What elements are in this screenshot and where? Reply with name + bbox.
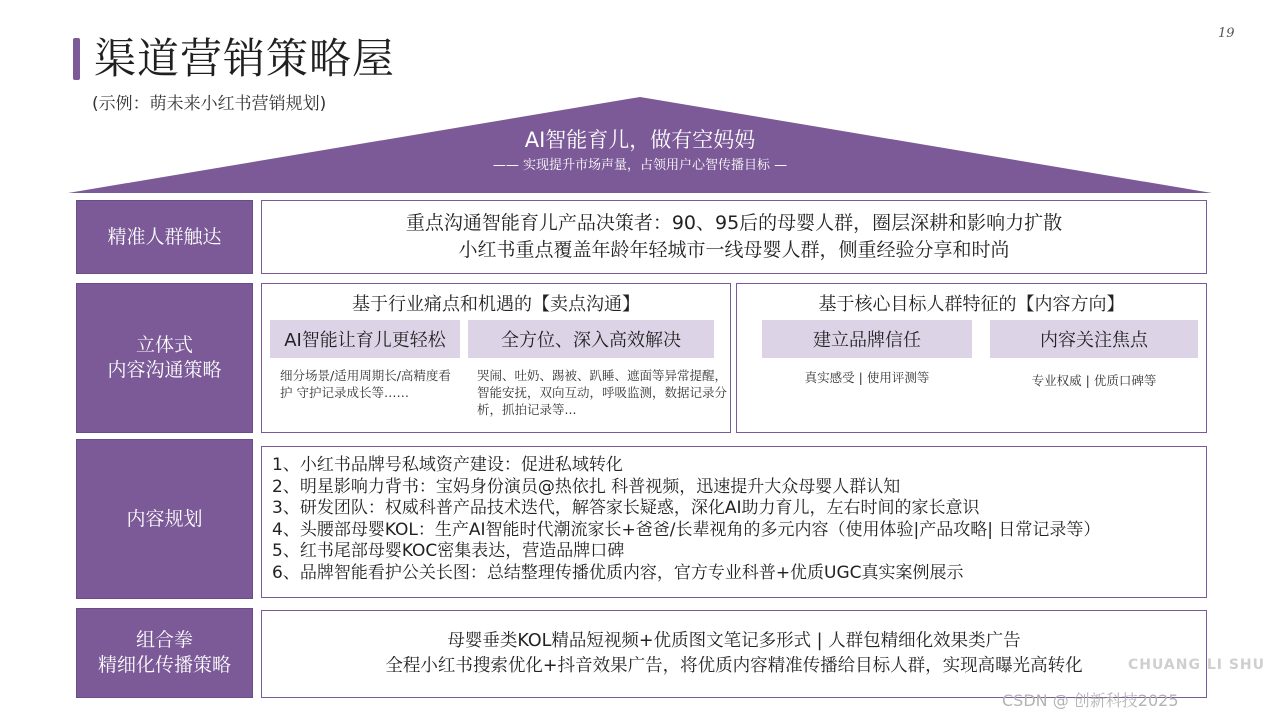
page-number: 19 (1218, 26, 1235, 41)
combo-line-1: 母婴垂类KOL精品短视频+优质图文笔记多形式 | 人群包精细化效果类广告 (447, 631, 1021, 651)
title-accent-bar (73, 38, 80, 80)
chip-brand-trust: 建立品牌信任 (762, 320, 972, 358)
list-item: 4、头腰部母婴KOL：生产AI智能时代潮流家长+爸爸/长辈视角的多元内容（使用体验|产品攻略| 日常记录等） (272, 519, 1101, 540)
list-item: 2、明星影响力背书：宝妈身份演员@热依扎 科普视频，迅速提升大众母婴人群认知 (272, 476, 901, 497)
audience-panel (261, 200, 1207, 274)
combo-line-2: 全程小红书搜索优化+抖音效果广告，将优质内容精准传播给目标人群，实现高曝光高转化 (385, 656, 1083, 676)
planning-panel (261, 446, 1207, 598)
watermark-brand: CHUANG LI SHU (1128, 657, 1266, 673)
roof-subtitle: —— 实现提升市场声量，占领用户心智传播目标 — (492, 158, 788, 173)
selling-point-heading: 基于行业痛点和机遇的【卖点沟通】 (352, 294, 640, 315)
selling-point-desc-2: 哭闹、吐奶、踢被、趴睡、遮面等异常提醒，智能安抚，双向互动，呼吸监测，数据记录分析，抓拍记录等... (477, 368, 728, 417)
row-label-combo: 组合拳 精细化传播策略 (76, 608, 253, 698)
content-direction-desc-1: 真实感受 | 使用评测等 (804, 370, 930, 385)
combo-panel (261, 610, 1207, 698)
audience-line-2: 小红书重点覆盖年龄年轻城市一线母婴人群，侧重经验分享和时尚 (458, 239, 1010, 261)
list-item: 6、品牌智能看护公关长图：总结整理传播优质内容，官方专业科普+优质UGC真实案例展示 (272, 562, 964, 583)
list-item: 1、小红书品牌号私域资产建设：促进私域转化 (272, 455, 623, 475)
planning-list (262, 447, 1206, 584)
page-title: 渠道营销策略屋 (94, 34, 396, 83)
list-item: 5、红书尾部母婴KOC密集表达，营造品牌口碑 (272, 541, 625, 561)
content-direction-desc-2: 专业权威 | 优质口碑等 (1031, 373, 1157, 388)
chip-ai-parenting: AI智能让育儿更轻松 (270, 320, 460, 358)
chip-all-round: 全方位、深入高效解决 (468, 320, 714, 358)
audience-line-1: 重点沟通智能育儿产品决策者：90、95后的母婴人群，圈层深耕和影响力扩散 (405, 212, 1063, 234)
page-subtitle: (示例：萌未来小红书营销规划) (92, 94, 327, 114)
list-item: 3、研发团队：权威科普产品技术迭代，解答家长疑惑，深化AI助力育儿，左右时间的家长意识 (272, 498, 980, 518)
row-label-audience: 精准人群触达 (76, 200, 253, 274)
row-label-planning: 内容规划 (76, 439, 253, 599)
chip-content-focus: 内容关注焦点 (990, 320, 1198, 358)
roof-title: AI智能育儿，做有空妈妈 (524, 128, 756, 152)
row-label-strategy: 立体式 内容沟通策略 (76, 283, 253, 433)
selling-point-desc-1: 细分场景/适用周期长/高精度看护 守护记录成长等…… (280, 368, 451, 400)
content-direction-heading: 基于核心目标人群特征的【内容方向】 (818, 294, 1125, 315)
watermark-text: CSDN @ 创新科技2025 (1002, 691, 1179, 710)
